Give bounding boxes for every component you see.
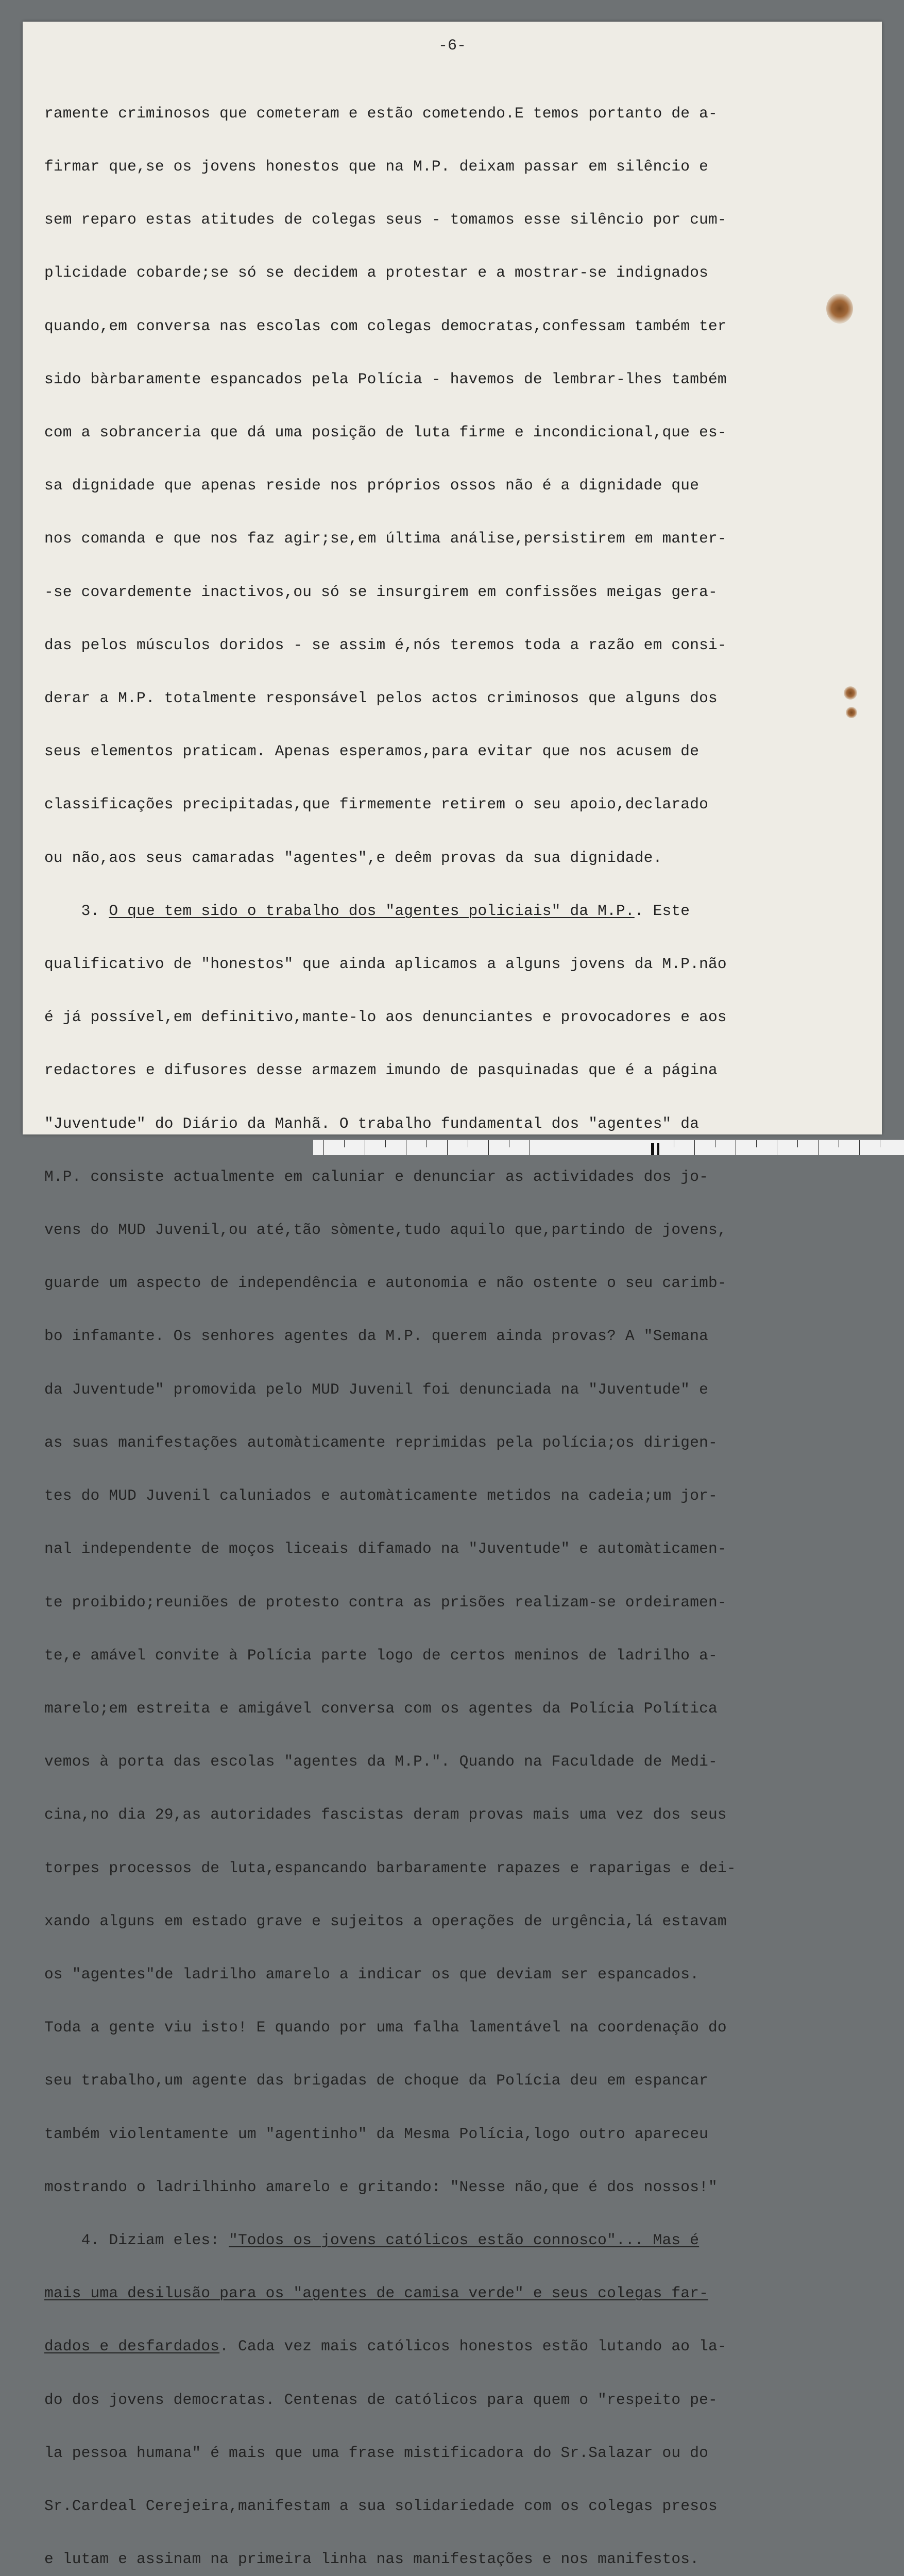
section-4-underlined: mais uma desilusão para os "agentes de camisa verde" e seus colegas far- [44,2284,709,2302]
text-line: te,e amável convite à Polícia parte logo de certos meninos de ladrilho a- [44,1646,718,1664]
text-line: sem reparo estas atitudes de colegas seus - tomamos esse silêncio por cum- [44,211,727,229]
text-line: xando alguns em estado grave e sujeitos a operações de urgência,lá estavam [44,1912,727,1930]
text-line: mostrando o ladrilhinho amarelo e gritando: "Nesse não,que é dos nossos!" [44,2178,718,2196]
text-line: do dos jovens democratas. Centenas de católicos para quem o "respeito pe- [44,2391,718,2409]
text-line: dados e desfardados. Cada vez mais católicos honestos estão lutando ao la- [44,2337,727,2355]
text-line: sa dignidade que apenas reside nos próprios ossos não é a dignidade que [44,477,700,495]
text-line: qualificativo de "honestos" que ainda aplicamos a alguns jovens da M.P.não [44,955,727,973]
text-line: bo infamante. Os senhores agentes da M.P. querem ainda provas? A "Semana [44,1327,709,1345]
text-line: nal independente de moços liceais difamado na "Juventude" e automàticamen- [44,1540,727,1558]
text-line: torpes processos de luta,espancando barbaramente rapazes e raparigas e dei- [44,1859,736,1877]
text-line: seu trabalho,um agente das brigadas de choque da Polícia deu em espancar [44,2072,709,2090]
section-3-title: O que tem sido o trabalho dos "agentes policiais" da M.P. [109,902,635,920]
text-line: ramente criminosos que cometeram e estão cometendo.E temos portanto de a- [44,104,718,122]
text-line: M.P. consiste actualmente em caluniar e denunciar as actividades dos jo- [44,1167,709,1185]
text-line: é já possível,em definitivo,mante-lo aos denunciantes e provocadores e aos [44,1008,727,1026]
text-line: vens do MUD Juvenil,ou até,tão sòmente,tudo aquilo que,partindo de jovens, [44,1221,727,1239]
text-line: também violentamente um "agentinho" da Mesma Polícia,logo outro apareceu [44,2125,709,2143]
section-4-quote: "Todos os jovens católicos estão connosco"... Mas é [229,2231,700,2249]
text-line: te proibido;reuniões de protesto contra as prisões realizam-se ordeiramen- [44,1593,727,1611]
text-line: guarde um aspecto de independência e autonomia e não ostente o seu carimb- [44,1274,727,1292]
text-line: com a sobranceria que dá uma posição de luta firme e incondicional,que es- [44,423,727,442]
typed-page [23,22,882,2568]
text-line: da Juventude" promovida pelo MUD Juvenil foi denunciada na "Juventude" e [44,1380,709,1398]
section-4-underlined: dados e desfardados [44,2337,220,2355]
text-line: nos comanda e que nos faz agir;se,em última análise,persistirem em manter- [44,530,727,548]
text-line: cina,no dia 29,as autoridades fascistas deram provas mais uma vez dos seus [44,1806,727,1824]
text-line: vemos à porta das escolas "agentes da M.P.". Quando na Faculdade de Medi- [44,1753,718,1771]
text-line: os "agentes"de ladrilho amarelo a indicar os que deviam ser espancados. [44,1965,700,1983]
text-line: plicidade cobarde;se só se decidem a protestar e a mostrar-se indignados [44,264,709,282]
text-line: Toda a gente viu isto! E quando por uma falha lamentável na coordenação do [44,2019,727,2037]
text-line: "Juventude" do Diário da Manhã. O trabalho fundamental dos "agentes" da [44,1114,700,1132]
text-line: Sr.Cardeal Cerejeira,manifestam a sua solidariedade com os colegas presos [44,2497,718,2515]
page-number: -6- [438,37,466,55]
text-line: la pessoa humana" é mais que uma frase mistificadora do Sr.Salazar ou do [44,2444,709,2462]
text-line: -se covardemente inactivos,ou só se insurgirem em confissões meigas gera- [44,583,718,601]
text-line: quando,em conversa nas escolas com colegas democratas,confessam também ter [44,317,727,335]
scale-ruler [313,1140,904,1155]
section-4-heading-line: 4. Diziam eles: "Todos os jovens católicos estão connosco"... Mas é [44,2231,700,2249]
text-line: tes do MUD Juvenil caluniados e automàticamente metidos na cadeia;um jor- [44,1487,718,1505]
text-line: das pelos músculos doridos - se assim é,nós teremos toda a razão em consi- [44,636,727,654]
body-text [44,69,863,2576]
text-line: derar a M.P. totalmente responsável pelos actos criminosos que alguns dos [44,689,718,707]
text-line: ou não,aos seus camaradas "agentes",e deêm provas da sua dignidade. [44,849,662,867]
text-line: firmar que,se os jovens honestos que na M.P. deixam passar em silêncio e [44,158,709,176]
text-line: as suas manifestações automàticamente reprimidas pela polícia;os dirigen- [44,1433,718,1451]
section-3-heading-line: 3. O que tem sido o trabalho dos "agentes policiais" da M.P.. Este [44,902,690,920]
text-line: sido bàrbaramente espancados pela Polícia - havemos de lembrar-lhes também [44,370,727,388]
text-line: redactores e difusores desse armazem imundo de pasquinadas que é a página [44,1061,718,1079]
text-line: e lutam e assinam na primeira linha nas manifestações e nos manifestos. [44,2550,700,2568]
text-line: marelo;em estreita e amigável conversa com os agentes da Polícia Política [44,1699,718,1717]
text-line: seus elementos praticam. Apenas esperamos,para evitar que nos acusem de [44,742,700,760]
text-line [44,2284,863,2302]
text-line: classificações precipitadas,que firmemente retirem o seu apoio,declarado [44,795,709,814]
